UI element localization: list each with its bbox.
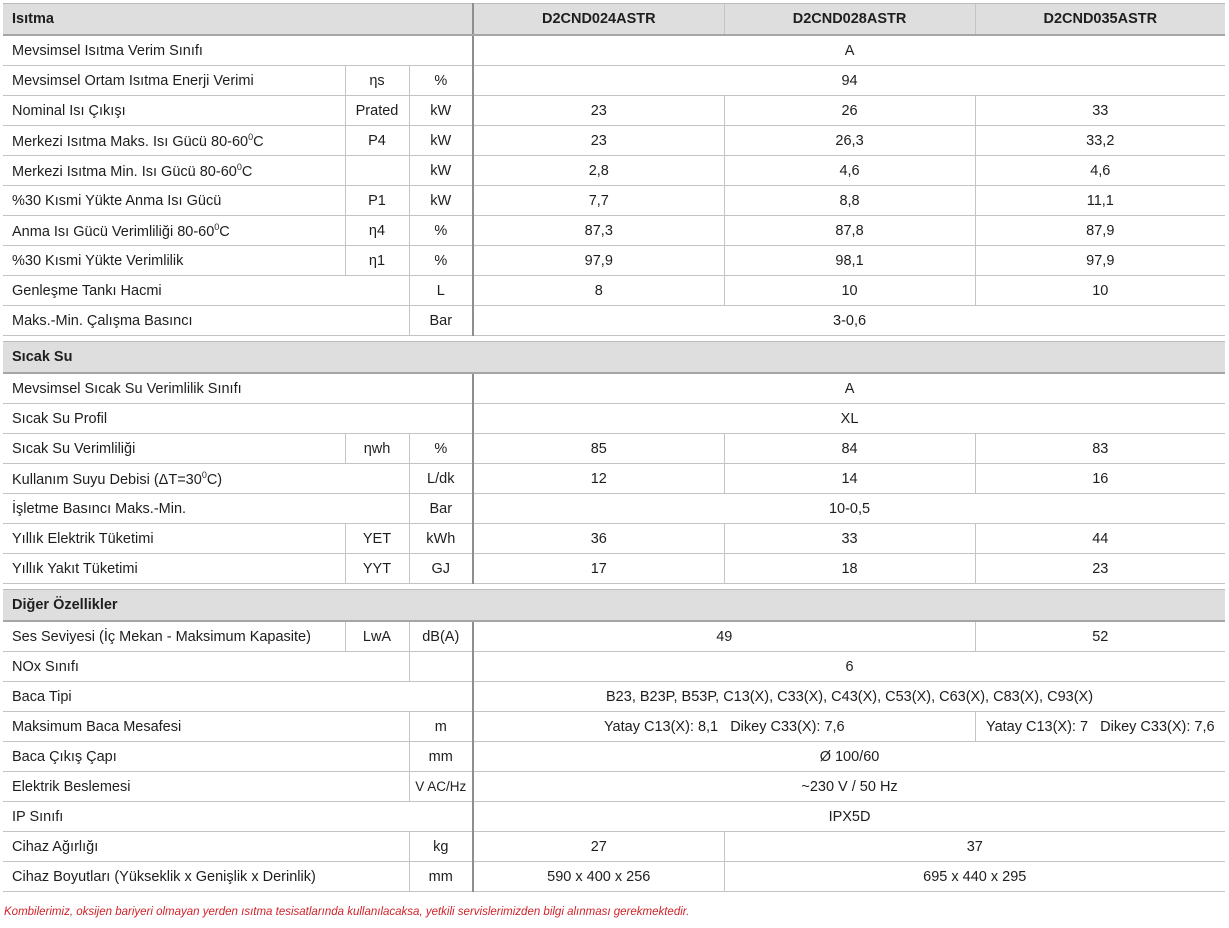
row-label: Mevsimsel Isıtma Verim Sınıfı bbox=[3, 35, 473, 66]
row-value: 87,8 bbox=[724, 216, 975, 246]
row-label: Sıcak Su Profil bbox=[3, 404, 473, 434]
row-value: 12 bbox=[473, 464, 724, 494]
table-row bbox=[3, 434, 1225, 464]
row-unit: kW bbox=[409, 126, 473, 156]
row-label: Cihaz Ağırlığı bbox=[3, 832, 409, 862]
row-value: 97,9 bbox=[975, 246, 1225, 276]
row-value: 23 bbox=[473, 126, 724, 156]
row-value: A bbox=[473, 35, 1225, 66]
row-unit bbox=[409, 652, 473, 682]
table-row bbox=[3, 712, 1225, 742]
footnote: Kombilerimiz, oksijen bariyeri olmayan yerden ısıtma tesisatlarında kullanılacaksa, yetkili servislerimizden bilgi alınması gerekmektedir. bbox=[4, 906, 690, 918]
row-unit: Bar bbox=[409, 306, 473, 336]
row-unit: % bbox=[409, 216, 473, 246]
table-row bbox=[3, 832, 1225, 862]
row-unit: dB(A) bbox=[409, 621, 473, 652]
row-value: 10 bbox=[975, 276, 1225, 306]
row-symbol: ηwh bbox=[345, 434, 409, 464]
table-row bbox=[3, 652, 1225, 682]
row-value: 26 bbox=[724, 96, 975, 126]
section-header-hot-water bbox=[3, 342, 1225, 374]
section-title: Sıcak Su bbox=[3, 342, 1225, 374]
row-value: 3-0,6 bbox=[473, 306, 1225, 336]
row-value: 26,3 bbox=[724, 126, 975, 156]
row-symbol: Prated bbox=[345, 96, 409, 126]
table-row bbox=[3, 494, 1225, 524]
row-value: XL bbox=[473, 404, 1225, 434]
row-label: Maksimum Baca Mesafesi bbox=[3, 712, 409, 742]
row-value: 97,9 bbox=[473, 246, 724, 276]
row-symbol: ηs bbox=[345, 66, 409, 96]
row-symbol: P1 bbox=[345, 186, 409, 216]
row-symbol bbox=[345, 156, 409, 186]
row-unit: GJ bbox=[409, 554, 473, 584]
table-row bbox=[3, 246, 1225, 276]
row-unit: kWh bbox=[409, 524, 473, 554]
row-value: B23, B23P, B53P, C13(X), C33(X), C43(X), C53(X), C63(X), C83(X), C93(X) bbox=[473, 682, 1225, 712]
table-row bbox=[3, 404, 1225, 434]
model-header: D2CND024ASTR bbox=[473, 4, 724, 36]
row-symbol: YET bbox=[345, 524, 409, 554]
table-row bbox=[3, 66, 1225, 96]
row-value: Yatay C13(X): 7 Dikey C33(X): 7,6 bbox=[975, 712, 1225, 742]
row-value: ~230 V / 50 Hz bbox=[473, 772, 1225, 802]
row-value: 33 bbox=[975, 96, 1225, 126]
section-header-heating bbox=[3, 4, 1225, 36]
row-label: Merkezi Isıtma Maks. Isı Gücü $80-60^0C$ bbox=[3, 126, 345, 156]
row-value: 11,1 bbox=[975, 186, 1225, 216]
row-label: Kullanım Suyu Debisi $(\Delta T=30^0C)$ bbox=[3, 464, 409, 494]
table-row bbox=[3, 772, 1225, 802]
row-value: IPX5D bbox=[473, 802, 1225, 832]
section-title: Isıtma bbox=[3, 4, 473, 36]
table-row bbox=[3, 742, 1225, 772]
table-row bbox=[3, 216, 1225, 246]
table-row bbox=[3, 96, 1225, 126]
row-unit: % bbox=[409, 434, 473, 464]
row-label: Sıcak Su Verimliliği bbox=[3, 434, 345, 464]
row-label: IP Sınıfı bbox=[3, 802, 473, 832]
row-symbol: η1 bbox=[345, 246, 409, 276]
section-header-other bbox=[3, 590, 1225, 622]
table-row bbox=[3, 802, 1225, 832]
row-value: 83 bbox=[975, 434, 1225, 464]
row-symbol: YYT bbox=[345, 554, 409, 584]
row-unit: % bbox=[409, 66, 473, 96]
row-value: 98,1 bbox=[724, 246, 975, 276]
row-unit: V AC/Hz bbox=[409, 772, 473, 802]
row-value: A bbox=[473, 373, 1225, 404]
row-value: 10-0,5 bbox=[473, 494, 1225, 524]
row-unit: kW bbox=[409, 186, 473, 216]
row-value: 49 bbox=[473, 621, 975, 652]
table-row bbox=[3, 306, 1225, 336]
row-value: 4,6 bbox=[724, 156, 975, 186]
row-symbol: η4 bbox=[345, 216, 409, 246]
row-label: Mevsimsel Sıcak Su Verimlilik Sınıfı bbox=[3, 373, 473, 404]
table-row bbox=[3, 682, 1225, 712]
row-label: %30 Kısmi Yükte Anma Isı Gücü bbox=[3, 186, 345, 216]
table-row bbox=[3, 464, 1225, 494]
row-label: %30 Kısmi Yükte Verimlilik bbox=[3, 246, 345, 276]
row-value: 85 bbox=[473, 434, 724, 464]
row-label: Mevsimsel Ortam Isıtma Enerji Verimi bbox=[3, 66, 345, 96]
row-value: 8,8 bbox=[724, 186, 975, 216]
row-unit: L/dk bbox=[409, 464, 473, 494]
row-label: Nominal Isı Çıkışı bbox=[3, 96, 345, 126]
row-value: 17 bbox=[473, 554, 724, 584]
row-value: 44 bbox=[975, 524, 1225, 554]
row-label: NOx Sınıfı bbox=[3, 652, 409, 682]
row-unit: L bbox=[409, 276, 473, 306]
table-row bbox=[3, 276, 1225, 306]
row-value: 10 bbox=[724, 276, 975, 306]
row-value: 33 bbox=[724, 524, 975, 554]
row-value: 27 bbox=[473, 832, 724, 862]
specification-table bbox=[3, 3, 1225, 892]
row-unit: Bar bbox=[409, 494, 473, 524]
row-value: 16 bbox=[975, 464, 1225, 494]
row-value: 52 bbox=[975, 621, 1225, 652]
table-row bbox=[3, 554, 1225, 584]
table-row bbox=[3, 156, 1225, 186]
row-label: Cihaz Boyutları (Yükseklik x Genişlik x Derinlik) bbox=[3, 862, 409, 892]
row-label: Anma Isı Gücü Verimliliği $80-60^0C$ bbox=[3, 216, 345, 246]
row-value: 94 bbox=[473, 66, 1225, 96]
table-row bbox=[3, 126, 1225, 156]
row-value: 590 x 400 x 256 bbox=[473, 862, 724, 892]
row-label: Yıllık Yakıt Tüketimi bbox=[3, 554, 345, 584]
row-value: 7,7 bbox=[473, 186, 724, 216]
row-unit: m bbox=[409, 712, 473, 742]
row-value: 36 bbox=[473, 524, 724, 554]
table-row bbox=[3, 186, 1225, 216]
row-label: Elektrik Beslemesi bbox=[3, 772, 409, 802]
row-unit: kg bbox=[409, 832, 473, 862]
row-symbol: LwA bbox=[345, 621, 409, 652]
row-unit: kW bbox=[409, 96, 473, 126]
row-unit: % bbox=[409, 246, 473, 276]
row-value: Yatay C13(X): 8,1 Dikey C33(X): 7,6 bbox=[473, 712, 975, 742]
row-label: Maks.-Min. Çalışma Basıncı bbox=[3, 306, 409, 336]
table-row bbox=[3, 621, 1225, 652]
row-unit: mm bbox=[409, 742, 473, 772]
row-value: 2,8 bbox=[473, 156, 724, 186]
row-unit: kW bbox=[409, 156, 473, 186]
row-value: 37 bbox=[724, 832, 1225, 862]
row-label: Merkezi Isıtma Min. Isı Gücü $80-60^0C$ bbox=[3, 156, 345, 186]
row-value: 18 bbox=[724, 554, 975, 584]
row-value: 87,9 bbox=[975, 216, 1225, 246]
row-value: 23 bbox=[473, 96, 724, 126]
row-unit: mm bbox=[409, 862, 473, 892]
model-header: D2CND028ASTR bbox=[724, 4, 975, 36]
table-row bbox=[3, 373, 1225, 404]
row-value: 87,3 bbox=[473, 216, 724, 246]
row-value: 8 bbox=[473, 276, 724, 306]
row-value: 84 bbox=[724, 434, 975, 464]
row-value: 4,6 bbox=[975, 156, 1225, 186]
table-row bbox=[3, 862, 1225, 892]
row-label: Baca Çıkış Çapı bbox=[3, 742, 409, 772]
row-label: Ses Seviyesi (İç Mekan - Maksimum Kapasite) bbox=[3, 621, 345, 652]
row-value: 23 bbox=[975, 554, 1225, 584]
row-label: Genleşme Tankı Hacmi bbox=[3, 276, 409, 306]
model-header: D2CND035ASTR bbox=[975, 4, 1225, 36]
row-value: 14 bbox=[724, 464, 975, 494]
row-label: Baca Tipi bbox=[3, 682, 473, 712]
section-title: Diğer Özellikler bbox=[3, 590, 1225, 622]
row-value: 6 bbox=[473, 652, 1225, 682]
row-symbol: P4 bbox=[345, 126, 409, 156]
row-value: 695 x 440 x 295 bbox=[724, 862, 1225, 892]
table-row bbox=[3, 524, 1225, 554]
row-label: Yıllık Elektrik Tüketimi bbox=[3, 524, 345, 554]
row-value: Ø 100/60 bbox=[473, 742, 1225, 772]
row-label: İşletme Basıncı Maks.-Min. bbox=[3, 494, 409, 524]
table-row bbox=[3, 35, 1225, 66]
row-value: 33,2 bbox=[975, 126, 1225, 156]
